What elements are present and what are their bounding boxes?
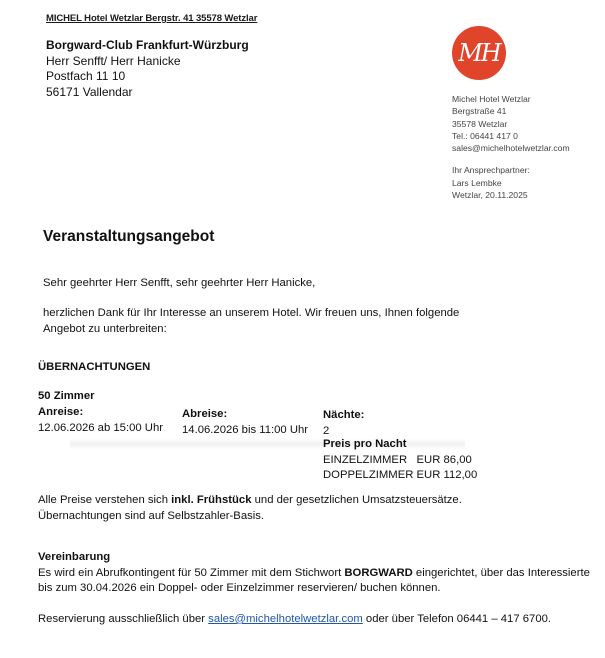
departure-value: 14.06.2026 bis 11:00 Uhr [182,423,309,436]
intro-line: Angebot zu unterbreiten: [43,322,167,335]
sender-address-line: MICHEL Hotel Wetzlar Bergstr. 41 35578 Wetzlar [46,13,258,24]
arrival-block [38,405,163,436]
agreement-text: eingerichtet, über das Interessierte [412,566,590,579]
reservation-text: Reservierung ausschließlich über [38,613,209,625]
logo-text: MH [458,39,500,67]
email-link[interactable]: sales@michelhotelwetzlar.com [208,613,363,625]
note-breakfast: inkl. Frühstück [171,494,252,506]
intro-line: herzlichen Dank für Ihr Interesse an unserem Hotel. Wir freuen uns, Ihnen folgende [43,307,460,319]
contact-person-name: Lars Lembke [452,177,502,188]
price-block [323,437,477,484]
hotel-contact-block [452,93,570,201]
double-room-price: DOPPELZIMMER EUR 112,00 [323,469,478,481]
nights-block [323,408,364,439]
note-text: und der gesetzlichen Umsatzsteuersätze. [251,494,462,506]
hotel-city: 35578 Wetzlar [452,118,508,129]
recipient-contact: Herr Senfft/ Herr Hanicke [46,53,181,68]
arrival-label: Anreise: [38,406,84,418]
price-notes [38,493,462,524]
nights-label: Nächte: [323,409,365,421]
hotel-name: Michel Hotel Wetzlar [452,94,531,104]
hotel-phone: Tel.: 06441 417 0 [452,130,518,141]
section-title-accommodation: ÜBERNACHTUNGEN [38,361,151,373]
single-room-price: EINZELZIMMER EUR 86,00 [323,453,472,466]
place-date: Wetzlar, 20.11.2025 [452,190,528,201]
intro-paragraph [43,306,459,337]
price-note-line [38,493,462,509]
recipient-organization: Borgward-Club Frankfurt-Würzburg [46,38,249,52]
price-label: Preis pro Nacht [323,438,407,450]
self-payer-note: Übernachtungen sind auf Selbstzahler-Basis. [38,509,265,522]
agreement-text: Es wird ein Abrufkontingent für 50 Zimmer mit dem Stichwort [38,566,345,579]
hotel-street: Bergstraße 41 [452,106,507,117]
reservation-phone: oder über Telefon 06441 – 417 6700. [362,613,552,625]
agreement-section [38,550,590,597]
note-text: Alle Preise verstehen sich [38,494,172,506]
recipient-postbox: Postfach 11 10 [46,69,126,83]
contact-person-label: Ihr Ansprechpartner: [452,165,530,176]
hotel-email: sales@michelhotelwetzlar.com [452,143,570,154]
room-count: 50 Zimmer [38,390,95,402]
document-title: Veranstaltungsangebot [43,228,215,245]
agreement-keyword: BORGWARD [344,566,413,579]
reservation-line [38,612,551,628]
departure-label: Abreise: [182,408,228,420]
departure-block [182,407,308,438]
agreement-deadline: bis zum 30.04.2026 ein Doppel- oder Einzelzimmer reservieren/ buchen können. [38,582,441,594]
hotel-logo [452,26,506,80]
nights-value: 2 [323,424,330,437]
recipient-address [46,38,249,100]
greeting: Sehr geehrter Herr Senfft, sehr geehrter Herr Hanicke, [43,277,316,289]
spacer [452,154,570,164]
agreement-line [38,566,590,582]
recipient-city: 56171 Vallendar [46,84,133,99]
agreement-title: Vereinbarung [38,551,111,563]
arrival-value: 12.06.2026 ab 15:00 Uhr [38,421,163,434]
